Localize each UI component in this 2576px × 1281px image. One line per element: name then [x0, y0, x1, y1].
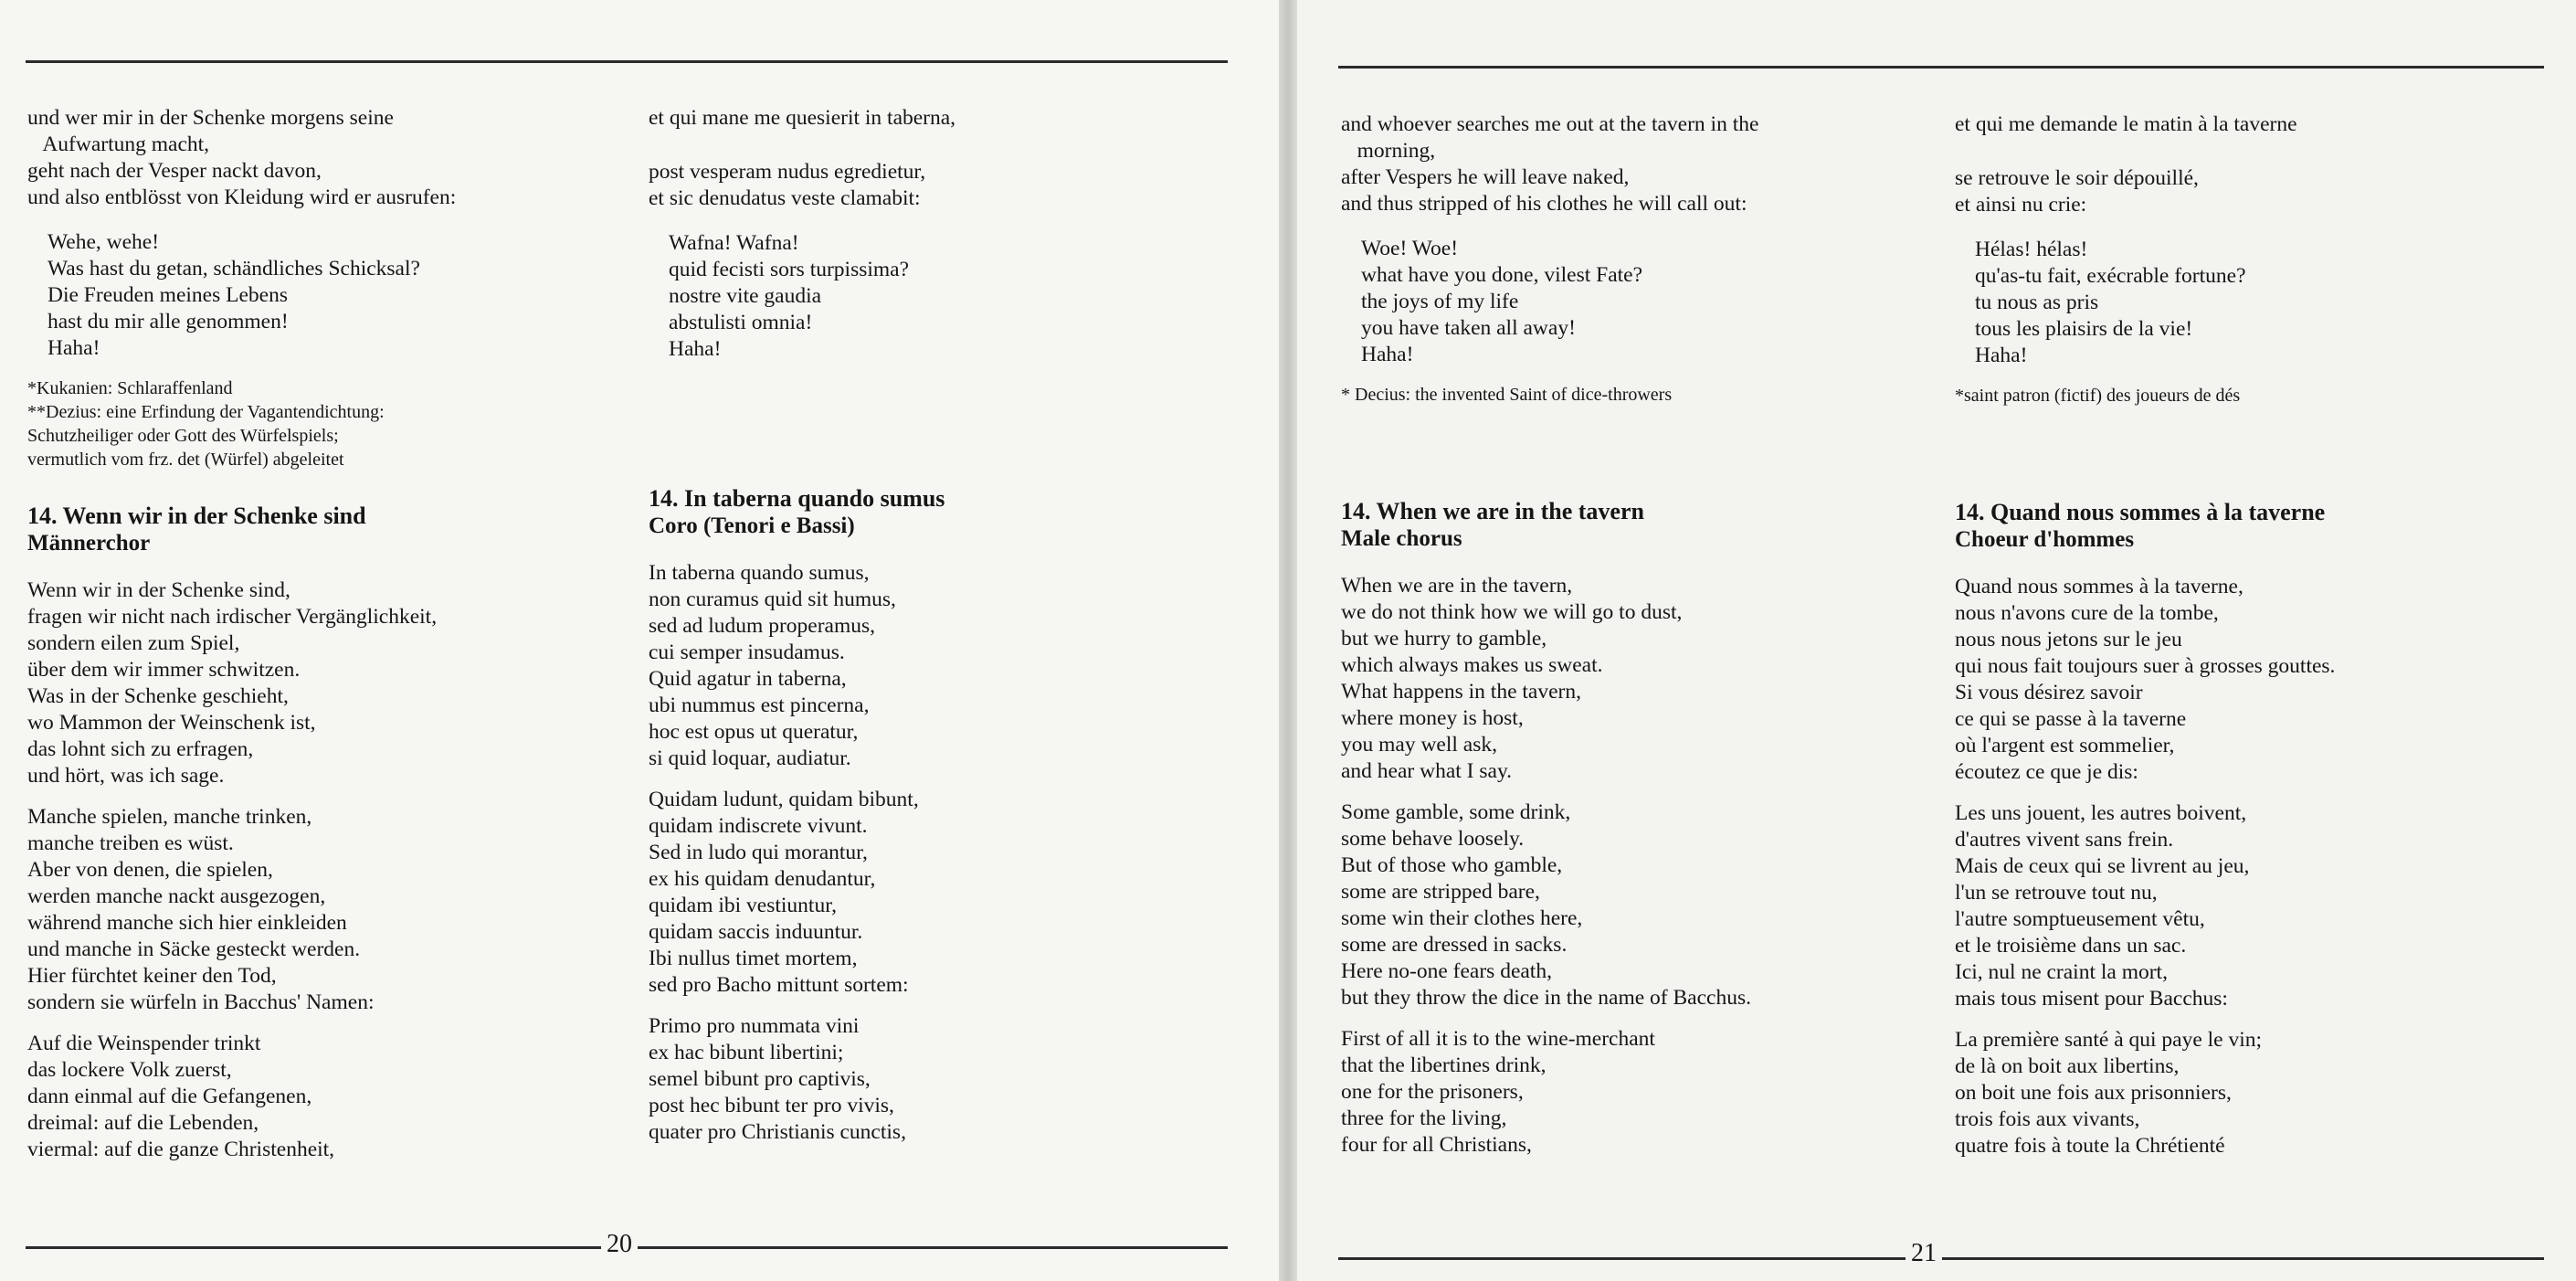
left-page	[0, 0, 1279, 1281]
latin-column	[649, 105, 955, 1160]
french-intro-1: et qui me demande le matin à la taverne	[1955, 112, 2297, 136]
french-song-subtitle: Choeur d'hommes	[1955, 527, 2135, 552]
english-footnotes: * Decius: the invented Saint of dice-throwers	[1341, 385, 1673, 405]
right-page	[1297, 0, 2576, 1281]
top-rule	[1338, 66, 2544, 69]
german-stanza-2: Manche spielen, manche trinken, manche treiben es wüst. Aber von denen, die spielen, werden manche nackt ausgezogen, während manche sich hier einkleiden und manche in Säcke gesteckt werden. Hier fürchtet keiner den Tod, sondern sie würfeln in Bacchus' Namen:	[27, 805, 375, 1014]
french-verse: Hélas! hélas! qu'as-tu fait, exécrable fortune? tu nous as pris tous les plaisirs de la vie! Haha!	[1975, 238, 2246, 367]
german-column	[27, 105, 456, 1178]
latin-song-title: 14. In taberna quando sumus	[649, 485, 945, 512]
top-rule	[26, 60, 1228, 63]
show-through-left	[566, 110, 576, 164]
german-song-subtitle: Männerchor	[27, 531, 151, 556]
english-song-title: 14. When we are in the tavern	[1341, 498, 1644, 524]
english-stanza-3: First of all it is to the wine-merchant that the libertines drink, one for the prisoners, three for the living, four for all Christians,	[1341, 1027, 1655, 1157]
latin-intro-1: et qui mane me quesierit in taberna,	[649, 106, 956, 130]
latin-verse: Wafna! Wafna! quid fecisti sors turpissima? nostre vite gaudia abstulisti omnia! Haha!	[669, 231, 910, 361]
french-footnotes: *saint patron (fictif) des joueurs de dés	[1955, 386, 2241, 406]
english-stanza-2: Some gamble, some drink, some behave loosely. But of those who gamble, some are stripped bare, some win their clothes here, some are dressed in sacks. Here no-one fears death, but they throw the dice in the name of Bacchus.	[1341, 800, 1751, 1010]
german-intro: und wer mir in der Schenke morgens seine Aufwartung macht, geht nach der Vesper nackt davon, und also entblösst von Kleidung wird er ausrufen:	[27, 106, 457, 209]
german-stanza-1: Wenn wir in der Schenke sind, fragen wir nicht nach irdischer Vergänglichkeit, sondern eilen zum Spiel, über dem wir immer schwitzen. Was in der Schenke geschieht, wo Mammon der Weinschenk ist, das lohnt sich zu erfragen, und hört, was ich sage.	[27, 578, 438, 788]
english-verse: Woe! Woe! what have you done, vilest Fate? the joys of my life you have taken all away! Haha!	[1361, 237, 1643, 366]
latin-stanza-2: Quidam ludunt, quidam bibunt, quidam indiscrete vivunt. Sed in ludo qui morantur, ex his quidam denudantur, quidam ibi vestiuntur, quidam saccis induuntur. Ibi nullus timet mortem, sed pro Bacho mittunt sortem:	[649, 788, 919, 997]
french-stanza-1: Quand nous sommes à la taverne, nous n'avons cure de la tombe, nous nous jetons sur le jeu qui nous fait toujours suer à grosses gouttes. Si vous désirez savoir ce qui se passe à la taverne où l'argent est sommelier, écoutez ce que je dis:	[1955, 575, 2336, 784]
german-song-title: 14. Wenn wir in der Schenke sind	[27, 503, 366, 529]
french-song-title: 14. Quand nous sommes à la taverne	[1955, 499, 2326, 525]
french-column	[1955, 111, 2335, 1174]
english-song-subtitle: Male chorus	[1341, 526, 1462, 551]
french-stanza-2: Les uns jouent, les autres boivent, d'autres vivent sans frein. Mais de ceux qui se livrent au jeu, l'un se retrouve tout nu, l'autre somptueusement vêtu, et le troisième dans un sac. Ici, nul ne craint la mort, mais tous misent pour Bacchus:	[1955, 801, 2250, 1011]
latin-stanza-3: Primo pro nummata vini ex hac bibunt libertini; semel bibunt pro captivis, post hec bibunt ter pro vivis, quater pro Christianis cunctis,	[649, 1014, 906, 1144]
english-stanza-1: When we are in the tavern, we do not think how we will go to dust, but we hurry to gamble, which always makes us sweat. What happens in the tavern, where money is host, you may well ask, and hear what I say.	[1341, 574, 1683, 783]
english-column	[1341, 111, 1758, 1173]
french-stanza-3: La première santé à qui paye le vin; de là on boit aux libertins, on boit une fois aux prisonniers, trois fois aux vivants, quatre fois à toute la Chrétienté	[1955, 1028, 2263, 1158]
page-number-left: 20	[601, 1232, 638, 1257]
french-intro-2: se retrouve le soir dépouillé, et ainsi nu crie:	[1955, 166, 2199, 217]
latin-song-subtitle: Coro (Tenori e Bassi)	[649, 513, 855, 538]
page-number-right: 21	[1906, 1241, 1942, 1266]
book-gutter	[1279, 0, 1297, 1281]
german-stanza-3: Auf die Weinspender trinkt das lockere Volk zuerst, dann einmal auf die Gefangenen, dreimal: auf die Lebenden, viermal: auf die ganze Christenheit,	[27, 1032, 335, 1161]
german-verse: Wehe, wehe! Was hast du getan, schändliches Schicksal? Die Freuden meines Lebens hast du mir alle genommen! Haha!	[48, 230, 420, 360]
latin-intro-2: post vesperam nudus egredietur, et sic denudatus veste clamabit:	[649, 160, 926, 210]
latin-stanza-1: In taberna quando sumus, non curamus quid sit humus, sed ad ludum properamus, cui semper insudamus. Quid agatur in taberna, ubi nummus est pincerna, hoc est opus ut queratur, si quid loquar, audiatur.	[649, 561, 896, 770]
german-footnotes: *Kukanien: Schlaraffenland **Dezius: eine Erfindung der Vagantendichtung: Schutzheiliger oder Gott des Würfelspiels; vermutlich vom frz. det (Würfel) abgeleitet	[27, 378, 385, 470]
english-intro: and whoever searches me out at the tavern in the morning, after Vespers he will leave naked, and thus stripped of his clothes he will call out:	[1341, 112, 1759, 216]
